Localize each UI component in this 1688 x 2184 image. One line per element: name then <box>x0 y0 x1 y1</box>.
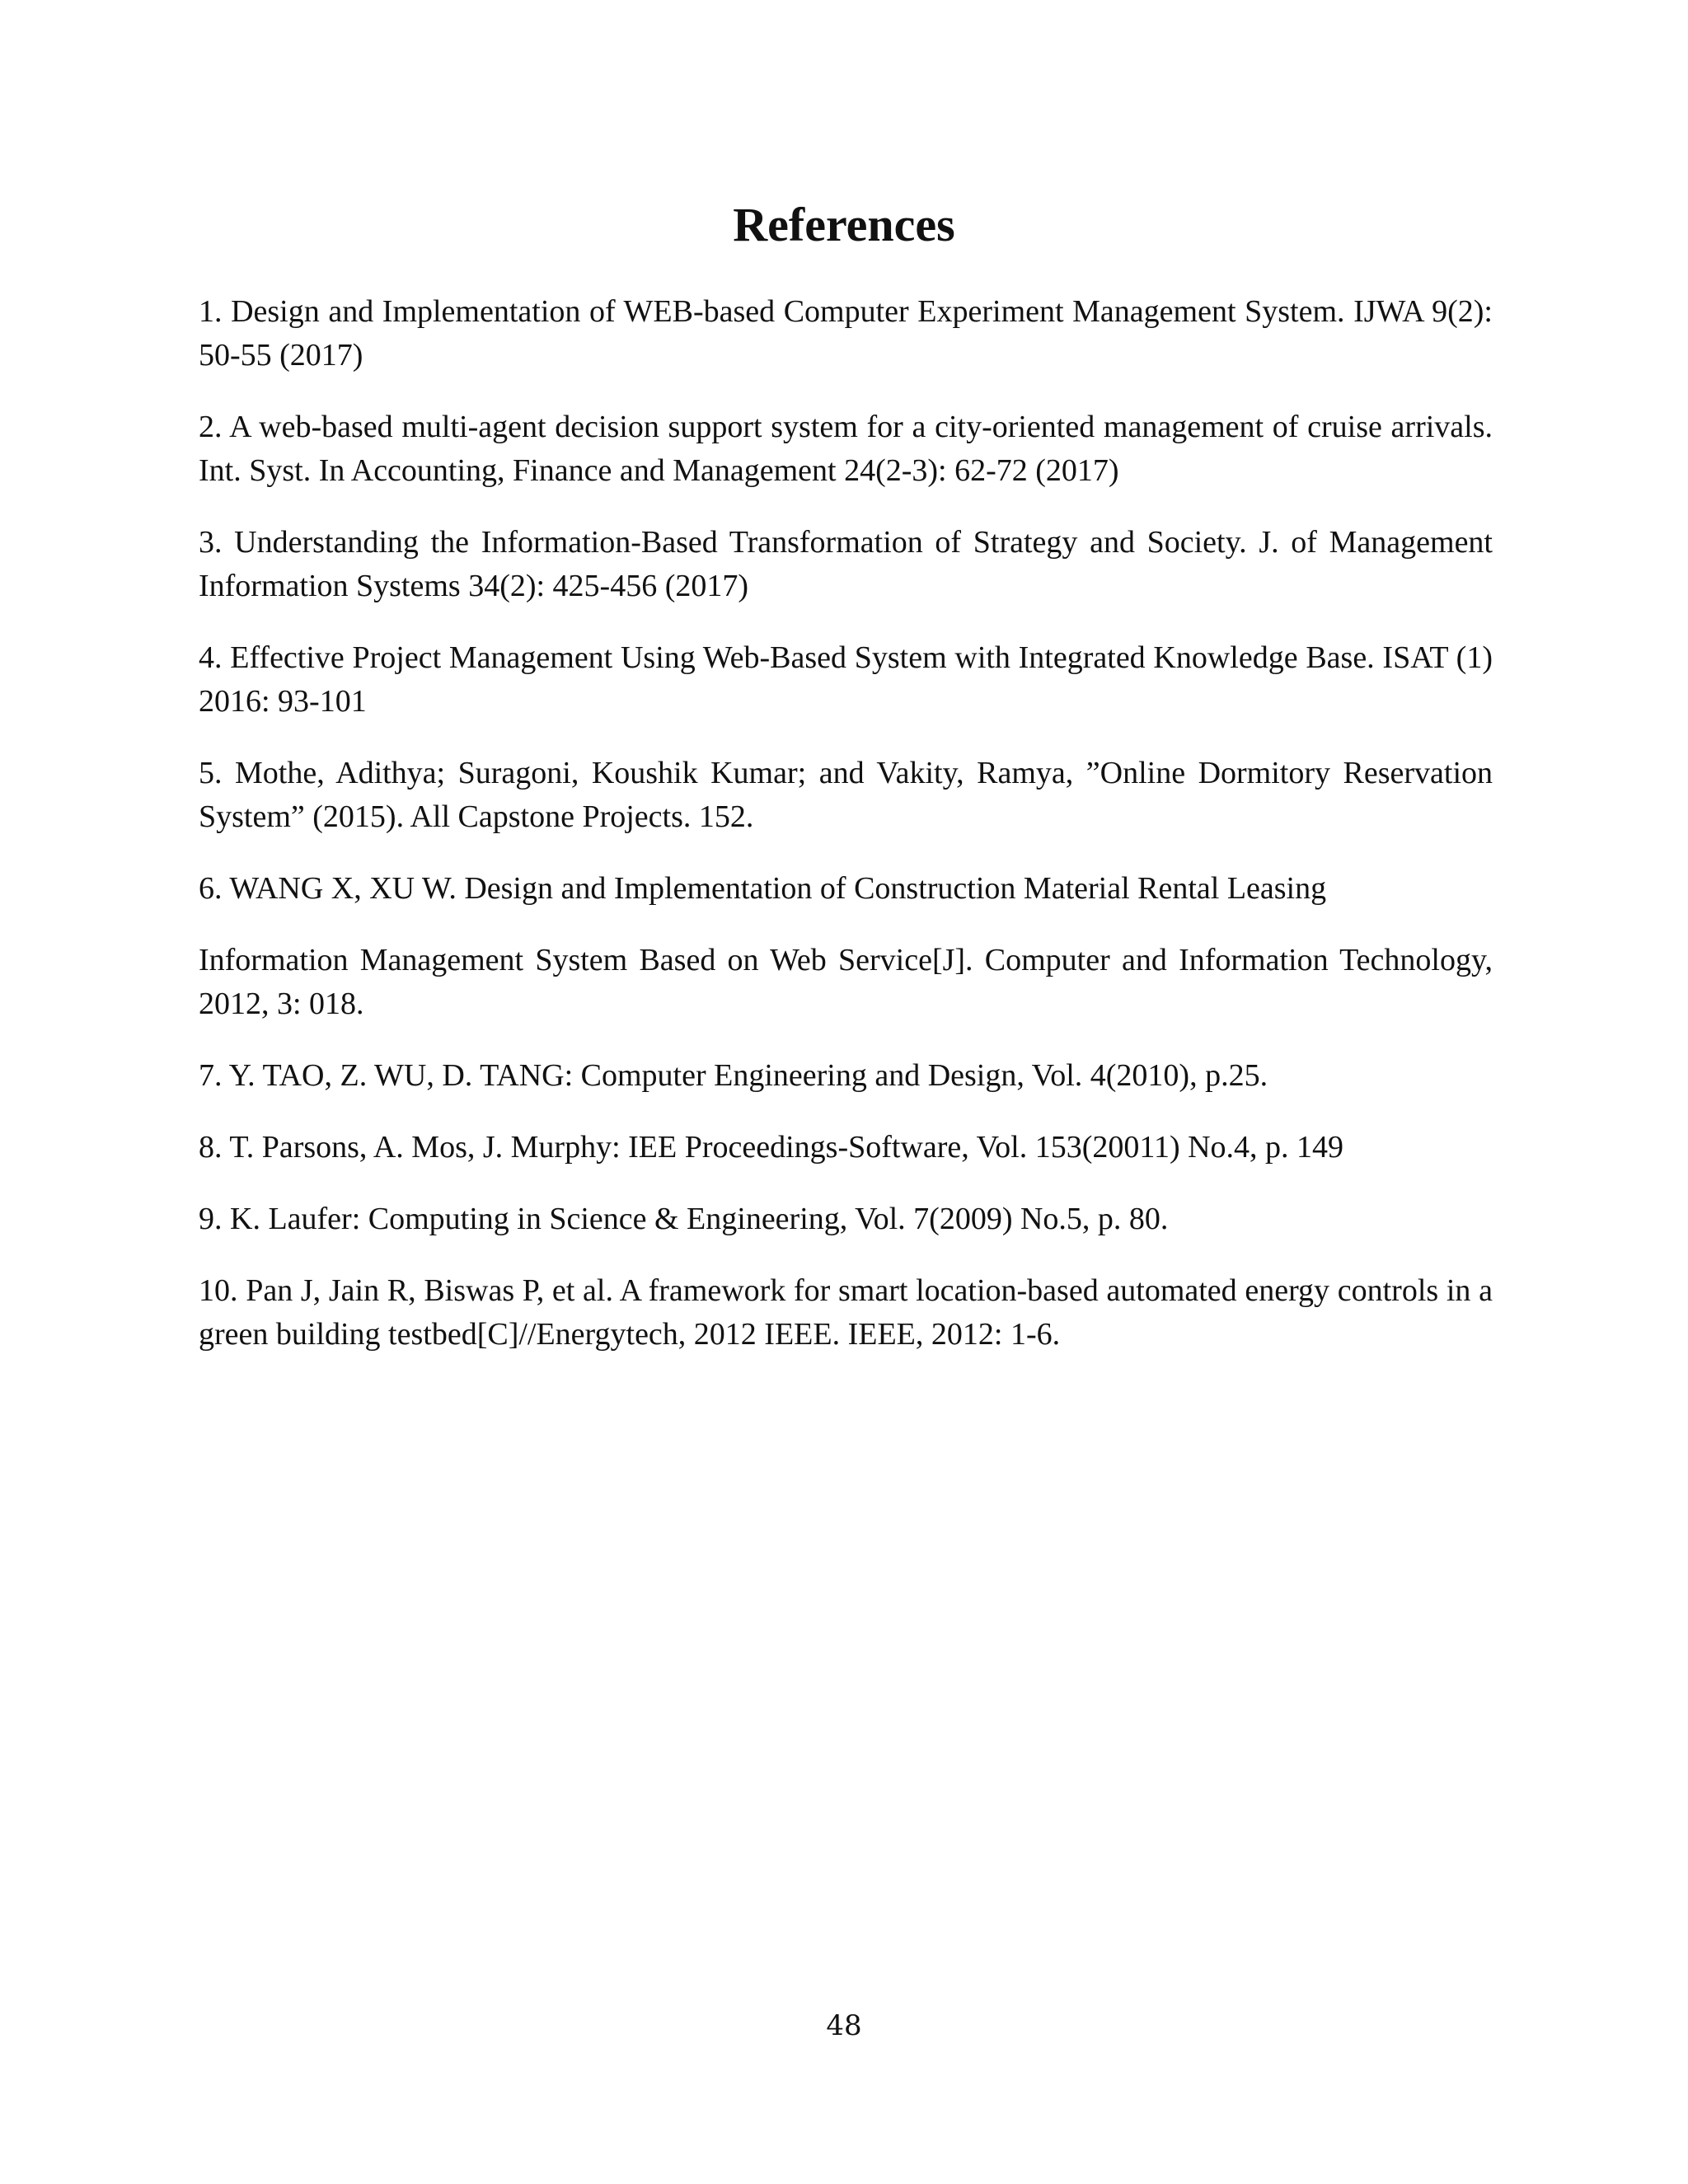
reference-item-9: 9. K. Laufer: Computing in Science & Engineering, Vol. 7(2009) No.5, p. 80. <box>199 1202 1169 1236</box>
reference-item-6: 6. WANG X, XU W. Design and Implementation of Construction Material Rental Leasing <box>199 871 1327 906</box>
reference-list <box>199 290 1493 1385</box>
reference-item-4: 4. Effective Project Management Using Web-Based System with Integrated Knowledge Base. ISAT (1) 2016: 93-101 <box>199 640 1493 719</box>
reference-item-3: 3. Understanding the Information-Based Transformation of Strategy and Society. J. of Management Information Systems 34(2): 425-456 (2017) <box>199 525 1493 603</box>
reference-item-7: 7. Y. TAO, Z. WU, D. TANG: Computer Engineering and Design, Vol. 4(2010), p.25. <box>199 1058 1268 1093</box>
reference-item-8: 8. T. Parsons, A. Mos, J. Murphy: IEE Proceedings-Software, Vol. 153(20011) No.4, p. 149 <box>199 1130 1344 1165</box>
page-title: References <box>733 198 955 251</box>
reference-item-5: 5. Mothe, Adithya; Suragoni, Koushik Kumar; and Vakity, Ramya, ”Online Dormitory Reservation System” (2015). All Capstone Projects. 152. <box>199 756 1493 834</box>
reference-item-6-continuation: Information Management System Based on Web Service[J]. Computer and Information Technology, 2012, 3: 018. <box>199 943 1493 1021</box>
page-number: 48 <box>826 2009 862 2042</box>
reference-item-10: 10. Pan J, Jain R, Biswas P, et al. A framework for smart location-based automated energy controls in a green building testbed[C]//Energytech, 2012 IEEE. IEEE, 2012: 1-6. <box>199 1273 1493 1352</box>
reference-item-1: 1. Design and Implementation of WEB-based Computer Experiment Management System. IJWA 9(2): 50-55 (2017) <box>199 294 1493 373</box>
reference-item-2: 2. A web-based multi-agent decision support system for a city-oriented management of cruise arrivals. Int. Syst. In Accounting, Finance and Management 24(2-3): 62-72 (2017) <box>199 410 1493 488</box>
